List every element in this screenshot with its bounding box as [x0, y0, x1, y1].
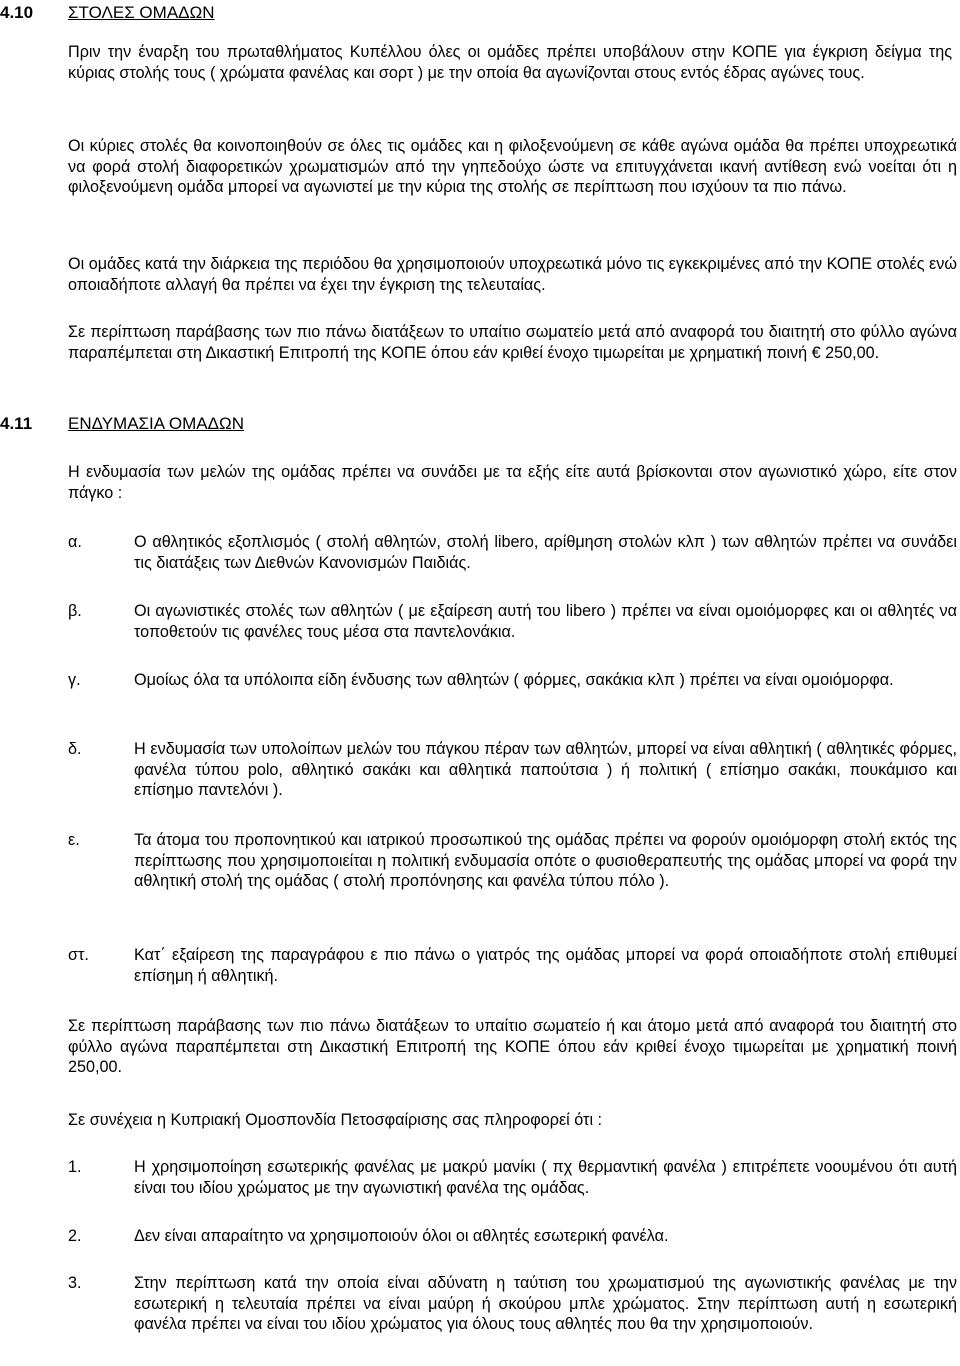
- list-item-label: στ.: [68, 946, 89, 964]
- list-item: Τα άτομα του προπονητικού και ιατρικού προσωπικού της ομάδας πρέπει να φορούν ομοιόμορφη στολή εκτός της περίπτωσης που χρησιμοποιείται η πολιτική ενδυμασία οπότε ο φυσιοθεραπευτής της ομάδας μπορεί να φορά την αθλητική στολή της ομάδας ( στολή προπόνησης και φανέλα τύπου πόλο ).: [134, 831, 957, 890]
- list-item: Η ενδυμασία των υπολοίπων μελών του πάγκου πέραν των αθλητών, μπορεί να είναι αθλητική ( αθλητικές φόρμες, φανέλα τύπου polo, αθλητικό σακάκι και αθλητικά παπούτσια ) ή πολιτική ( επίσημο σακάκι, πουκάμισο και επίσημο παντελόνι ).: [134, 740, 957, 799]
- list-item-label: α.: [68, 533, 82, 551]
- penalty-paragraph: Σε περίπτωση παράβασης των πιο πάνω διατάξεων το υπαίτιο σωματείο ή και άτομο μετά από αναφορά του διαιτητή στο φύλλο αγώνα παραπέμπεται στη Δικαστική Επιτροπή της ΚΟΠΕ όπου εάν κριθεί ένοχο τιμωρείται με χρηματική ποινή 250,00.: [68, 1017, 957, 1076]
- list-item-label: ε.: [68, 831, 80, 849]
- paragraph: Πριν την έναρξη του πρωταθλήματος Κυπέλλου όλες οι ομάδες πρέπει υποβάλουν στην ΚΟΠΕ για έγκριση δείγμα της κύριας στολής τους ( χρώματα φανέλας και σορτ ) με την οποία θα αγωνίζονται στους εντός έδρας αγώνες τους.: [68, 43, 952, 82]
- paragraph: Οι κύριες στολές θα κοινοποιηθούν σε όλες τις ομάδες και η φιλοξενούμενη σε κάθε αγώνα ομάδα θα πρέπει υποχρεωτικά να φορά στολή διαφορετικών χρωματισμών από την γηπεδούχο ώστε να επιτυγχάνεται ικανή αντίθεση ενώ νοείται ότι η φιλοξενούμενη ομάδα μπορεί να αγωνιστεί με την κύρια της στολής σε περίπτωση που ισχύουν τα πιο πάνω.: [68, 137, 957, 196]
- list-item: Δεν είναι απαραίτητο να χρησιμοποιούν όλοι οι αθλητές εσωτερική φανέλα.: [134, 1227, 669, 1245]
- section-title: ΕΝΔΥΜΑΣΙΑ ΟΜΑΔΩΝ: [68, 414, 244, 433]
- info-intro: Σε συνέχεια η Κυπριακή Ομοσπονδία Πετοσφαίρισης σας πληροφορεί ότι :: [68, 1111, 603, 1129]
- list-item: Ομοίως όλα τα υπόλοιπα είδη ένδυσης των αθλητών ( φόρμες, σακάκια κλπ ) πρέπει να είναι ομοιόμορφα.: [134, 671, 894, 689]
- list-item-label: β.: [68, 602, 82, 620]
- list-item: Στην περίπτωση κατά την οποία είναι αδύνατη η ταύτιση του χρωματισμού της αγωνιστικής φανέλας με την εσωτερική η τελευταία πρέπει να είναι μαύρη ή σκούρου μπλε χρώματος. Στην περίπτωση αυτή η εσωτερική φανέλα πρέπει να είναι του ιδίου χρώματος για όλους τους αθλητές που θα την χρησιμοποιούν.: [134, 1274, 957, 1333]
- list-item: Κατ΄ εξαίρεση της παραγράφου ε πιο πάνω ο γιατρός της ομάδας μπορεί να φορά οποιαδήποτε στολή επιθυμεί επίσημη ή αθλητική.: [134, 946, 957, 985]
- section-number: 4.10: [0, 3, 34, 22]
- list-item-label: 1.: [68, 1158, 82, 1176]
- list-item: Ο αθλητικός εξοπλισμός ( στολή αθλητών, στολή libero, αρίθμηση στολών κλπ ) των αθλητών πρέπει να συνάδει τις διατάξεις των Διεθνών Κανονισμών Παιδιάς.: [134, 533, 957, 572]
- list-item-label: γ.: [68, 671, 81, 689]
- list-item-label: 2.: [68, 1227, 82, 1245]
- list-item-label: 3.: [68, 1274, 82, 1292]
- section-title: ΣΤΟΛΕΣ ΟΜΑΔΩΝ: [68, 3, 215, 22]
- intro-paragraph: Η ενδυμασία των μελών της ομάδας πρέπει να συνάδει με τα εξής είτε αυτά βρίσκονται στον αγωνιστικό χώρο, είτε στον πάγκο :: [68, 463, 957, 502]
- list-item: Η χρησιμοποίηση εσωτερικής φανέλας με μακρύ μανίκι ( πχ θερμαντική φανέλα ) επιτρέπετε νοουμένου ότι αυτή είναι του ιδίου χρώματος με την αγωνιστική φανέλα της ομάδας.: [134, 1158, 957, 1197]
- list-item-label: δ.: [68, 740, 82, 758]
- paragraph: Σε περίπτωση παράβασης των πιο πάνω διατάξεων το υπαίτιο σωματείο μετά από αναφορά του διαιτητή στο φύλλο αγώνα παραπέμπεται στη Δικαστική Επιτροπή της ΚΟΠΕ όπου εάν κριθεί ένοχο τιμωρείται με χρηματική ποινή € 250,00.: [68, 323, 957, 362]
- paragraph: Οι ομάδες κατά την διάρκεια της περιόδου θα χρησιμοποιούν υποχρεωτικά μόνο τις εγκεκριμένες από την ΚΟΠΕ στολές ενώ οποιαδήποτε αλλαγή θα πρέπει να έχει την έγκριση της τελευταίας.: [68, 255, 957, 294]
- list-item: Οι αγωνιστικές στολές των αθλητών ( με εξαίρεση αυτή του libero ) πρέπει να είναι ομοιόμορφες και οι αθλητές να τοποθετούν τις φανέλες τους μέσα στα παντελονάκια.: [134, 602, 957, 641]
- section-number: 4.11: [0, 414, 33, 433]
